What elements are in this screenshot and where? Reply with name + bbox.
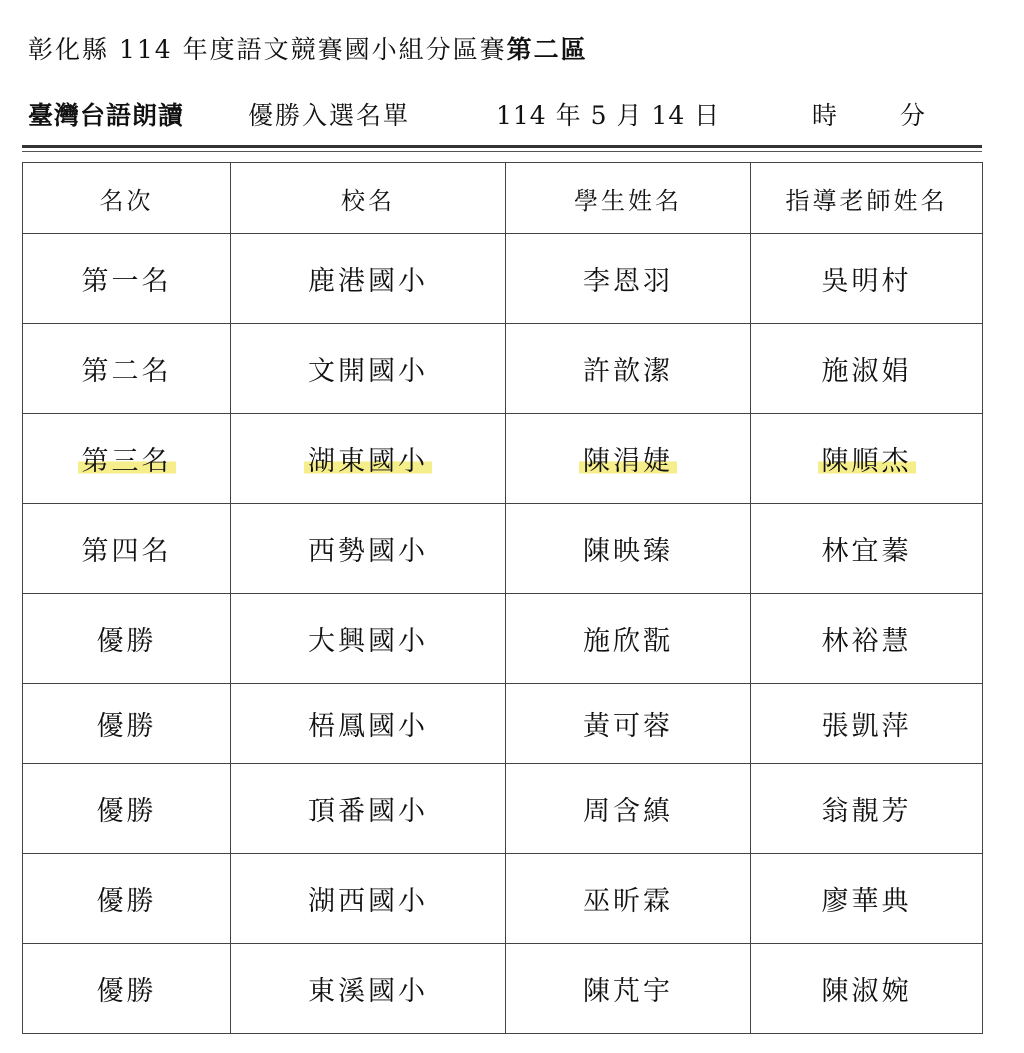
cell-student — [506, 594, 751, 684]
cell-text-school: 湖東國小 — [304, 446, 432, 477]
table-row — [23, 324, 983, 414]
cell-teacher — [751, 414, 983, 504]
table-row — [23, 944, 983, 1034]
cell-student — [506, 684, 751, 764]
cell-text-teacher: 吳明村 — [821, 266, 912, 297]
cell-text-teacher: 林裕慧 — [821, 626, 912, 657]
cell-text-rank: 優勝 — [96, 976, 157, 1007]
cell-teacher — [751, 764, 983, 854]
column-header-school: 校名 — [231, 163, 506, 234]
cell-teacher — [751, 684, 983, 764]
cell-rank — [23, 234, 231, 324]
cell-teacher — [751, 944, 983, 1034]
cell-school — [231, 854, 506, 944]
date-label: 114 年 5 月 14 日 — [496, 101, 721, 130]
cell-text-student: 巫昕霖 — [583, 886, 673, 917]
cell-text-teacher: 林宜蓁 — [821, 536, 912, 567]
cell-text-student: 周含縝 — [583, 796, 673, 827]
results-table — [22, 162, 983, 1034]
cell-text-rank: 優勝 — [96, 796, 157, 827]
cell-teacher — [751, 324, 983, 414]
column-header-teacher: 指導老師姓名 — [751, 163, 983, 234]
cell-text-teacher: 陳淑婉 — [821, 976, 912, 1007]
cell-text-rank: 優勝 — [96, 886, 157, 917]
cell-text-student: 陳涓婕 — [579, 446, 677, 477]
table-row — [23, 414, 983, 504]
cell-student — [506, 764, 751, 854]
cell-school — [231, 504, 506, 594]
cell-text-teacher: 張凱萍 — [821, 711, 912, 742]
cell-text-school: 鹿港國小 — [308, 266, 428, 297]
cell-student — [506, 944, 751, 1034]
cell-text-student: 陳芃宇 — [583, 976, 673, 1007]
cell-text-student: 施欣翫 — [583, 626, 673, 657]
cell-text-school: 文開國小 — [308, 356, 428, 387]
subtitle-line — [28, 96, 988, 130]
cell-school — [231, 324, 506, 414]
cell-student — [506, 414, 751, 504]
cell-school — [231, 234, 506, 324]
cell-text-school: 頂番國小 — [308, 796, 428, 827]
cell-text-school: 梧鳳國小 — [308, 711, 428, 742]
cell-teacher — [751, 504, 983, 594]
cell-text-rank: 優勝 — [96, 626, 157, 657]
cell-school — [231, 414, 506, 504]
document-title — [28, 30, 588, 66]
cell-teacher — [751, 854, 983, 944]
table-header-row — [23, 163, 983, 234]
table-row — [23, 234, 983, 324]
cell-school — [231, 764, 506, 854]
cell-text-student: 黃可蓉 — [583, 711, 673, 742]
category-label: 臺灣台語朗讀 — [28, 101, 185, 130]
cell-student — [506, 504, 751, 594]
title-region: 第二區 — [506, 35, 588, 64]
cell-text-school: 湖西國小 — [308, 886, 428, 917]
divider-thin — [22, 151, 982, 152]
cell-rank — [23, 944, 231, 1034]
divider-thick — [22, 145, 982, 148]
cell-student — [506, 234, 751, 324]
cell-rank — [23, 504, 231, 594]
cell-text-school: 東溪國小 — [308, 976, 428, 1007]
cell-rank — [23, 764, 231, 854]
cell-rank — [23, 324, 231, 414]
cell-school — [231, 944, 506, 1034]
cell-teacher — [751, 594, 983, 684]
cell-text-school: 大興國小 — [308, 626, 428, 657]
cell-text-teacher: 施淑娟 — [821, 356, 912, 387]
cell-text-student: 李恩羽 — [583, 266, 673, 297]
cell-rank — [23, 414, 231, 504]
cell-text-student: 陳映臻 — [583, 536, 673, 567]
list-title: 優勝入選名單 — [248, 101, 411, 130]
table-row — [23, 684, 983, 764]
cell-text-teacher: 廖華典 — [821, 886, 912, 917]
cell-text-rank: 優勝 — [96, 711, 157, 742]
cell-text-rank: 第二名 — [81, 356, 172, 387]
minute-label: 分 — [900, 101, 926, 130]
cell-text-rank: 第四名 — [81, 536, 172, 567]
cell-school — [231, 594, 506, 684]
title-main: 彰化縣 114 年度語文競賽國小組分區賽 — [28, 35, 507, 64]
cell-school — [231, 684, 506, 764]
cell-text-teacher: 翁靚芳 — [821, 796, 912, 827]
table-row — [23, 594, 983, 684]
cell-student — [506, 854, 751, 944]
cell-rank — [23, 594, 231, 684]
cell-student — [506, 324, 751, 414]
cell-text-student: 許歆潔 — [583, 356, 673, 387]
hour-label: 時 — [812, 101, 838, 130]
table-row — [23, 504, 983, 594]
table-row — [23, 854, 983, 944]
cell-teacher — [751, 234, 983, 324]
cell-text-teacher: 陳順杰 — [818, 446, 916, 477]
cell-rank — [23, 854, 231, 944]
column-header-rank: 名次 — [23, 163, 231, 234]
cell-text-rank: 第三名 — [78, 446, 176, 477]
column-header-student: 學生姓名 — [506, 163, 751, 234]
cell-text-school: 西勢國小 — [308, 536, 428, 567]
cell-text-rank: 第一名 — [81, 266, 172, 297]
cell-rank — [23, 684, 231, 764]
table-row — [23, 764, 983, 854]
